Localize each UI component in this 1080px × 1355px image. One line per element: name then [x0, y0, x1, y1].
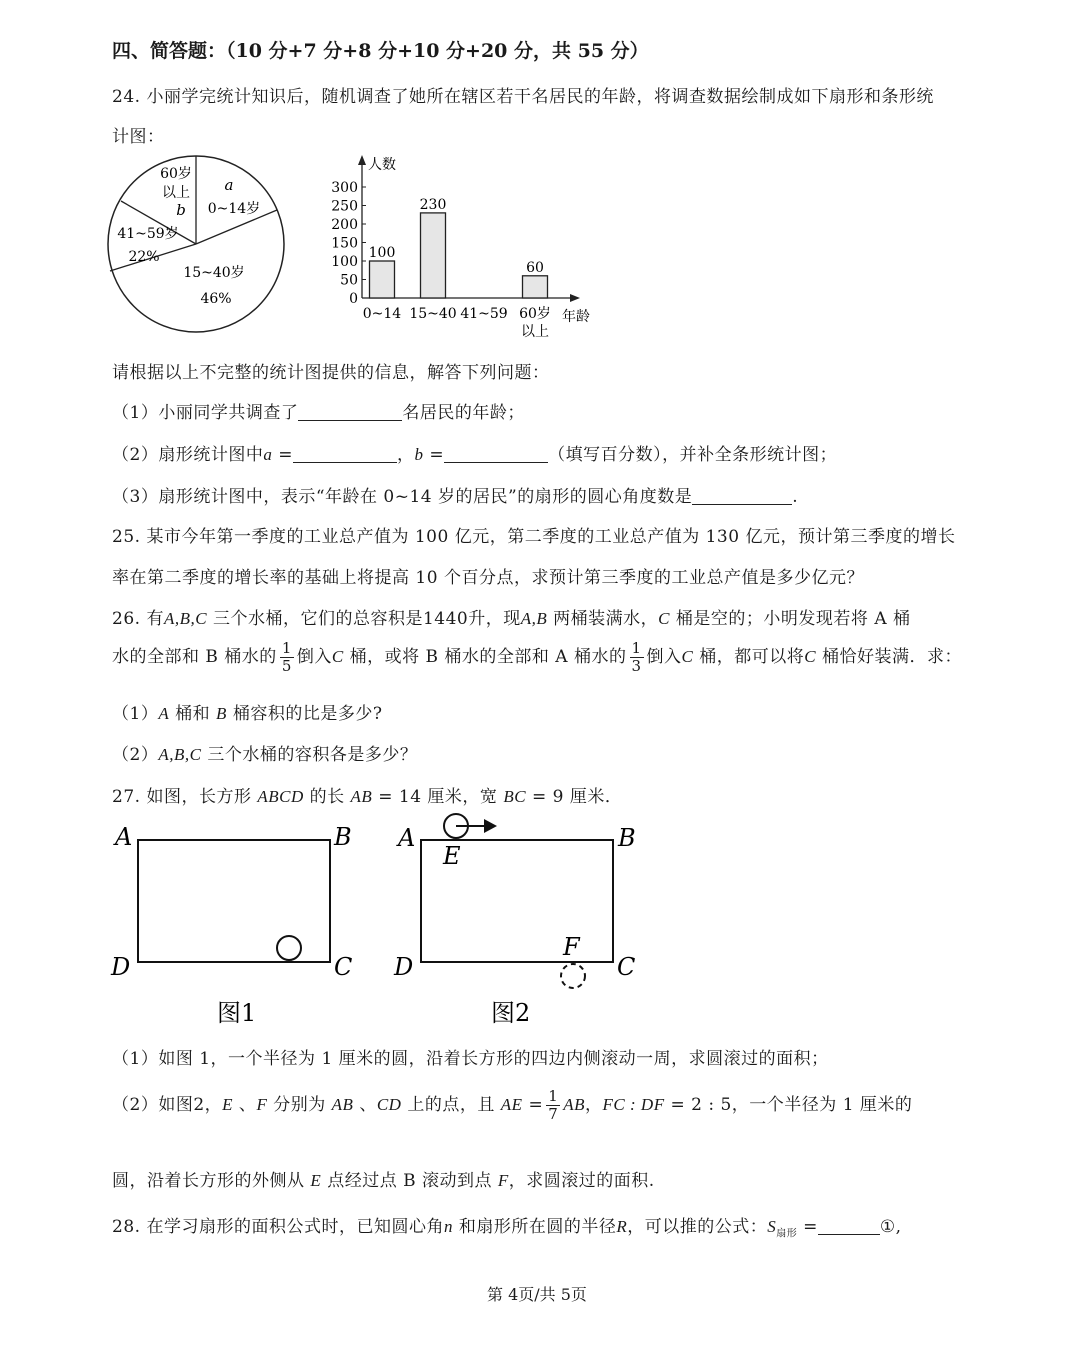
y-tick-label: 250 — [331, 198, 358, 215]
q24-part3: （3）扇形统计图中，表示“年龄在 0~14 岁的居民”的扇形的圆心角度数是 . — [112, 487, 799, 507]
bar — [523, 276, 548, 298]
x-tick-label: 41~59 — [460, 306, 508, 322]
figure-2-caption: 图2 — [491, 999, 531, 1027]
q27-part3: 圆，沿着长方形的外侧从 E 点经过点 B 滚动到点 F，求圆滚过的面积. — [112, 1171, 655, 1191]
fraction-one-third: $\frac{1}{3}$ — [631, 639, 642, 675]
x-tick-label: 15~40 — [409, 306, 457, 322]
x-tick-label-line2: 以上 — [521, 324, 549, 340]
section-title: 四、简答题：（10 分+7 分+8 分+10 分+20 分，共 55 分） — [112, 40, 649, 62]
pie-chart — [104, 150, 300, 335]
label-D: D — [394, 953, 414, 981]
page-footer: 第 4页/共 5页 — [487, 1285, 587, 1304]
pie-label-41-59: 41~59岁 — [117, 226, 179, 242]
x-tick-label: 0~14 — [362, 306, 402, 322]
pie-label-b: b — [176, 201, 186, 219]
q28-line1: 28. 在学习扇形的面积公式时，已知圆心角n 和扇形所在圆的半径R，可以推的公式：$S_{扇形}$ = ①, — [112, 1217, 902, 1240]
q27-part1: （1）如图 1，一个半径为 1 厘米的圆，沿着长方形的四边内侧滚动一周，求圆滚过的面积； — [112, 1049, 829, 1069]
y-tick-label: 0 — [349, 291, 358, 307]
y-tick-label: 100 — [331, 254, 358, 270]
q24-line2: 计图： — [112, 127, 165, 147]
direction-arrow-icon — [484, 819, 497, 833]
pie-pct-22: 22% — [128, 249, 160, 265]
q24-part2: （2）扇形统计图中a = ，b = （填写百分数），并补全条形统计图； — [112, 445, 838, 465]
fraction-one-fifth: $\frac{1}{5}$ — [281, 639, 292, 675]
q24-prompt: 请根据以上不完整的统计图提供的信息，解答下列问题： — [112, 363, 550, 383]
bar — [370, 261, 395, 298]
q26-part2: （2）A,B,C 三个水桶的容积各是多少？ — [112, 745, 418, 765]
label-A: A — [398, 824, 416, 852]
x-axis-title: 年龄 — [562, 309, 590, 325]
q24-line1: 24. 小丽学完统计知识后，随机调查了她所在辖区若干名居民的年龄，将调查数据绘制成如下扇形和条形统 — [112, 87, 934, 107]
label-D: D — [111, 953, 131, 981]
label-B: B — [618, 824, 636, 852]
answer-blank-formula[interactable] — [818, 1218, 880, 1235]
y-tick-label: 50 — [340, 272, 358, 289]
rolling-circle-end-dashed — [561, 964, 585, 988]
pie-label-60-line1: 60岁 — [160, 166, 192, 182]
bar-value-label: 230 — [419, 196, 447, 213]
label-C: C — [617, 953, 636, 981]
q27-part2: （2）如图2，E 、F 分别为 AB 、CD 上的点，且 AE = $\frac{1}{7}$ AB，FC : DF = 2 : 5，一个半径为 1 厘米的 — [112, 1087, 913, 1123]
bar-value-label: 100 — [368, 245, 396, 261]
rolling-circle — [277, 936, 301, 960]
q25-line1: 25. 某市今年第一季度的工业总产值为 100 亿元，第二季度的工业总产值为 130 亿元，预计第三季度的增长 — [112, 527, 956, 547]
q25-line2: 率在第二季度的增长率的基础上将提高 10 个百分点，求预计第三季度的工业总产值是多少亿元？ — [112, 568, 864, 588]
q26-part1: （1）A 桶和 B 桶容积的比是多少? — [112, 704, 383, 724]
figure-2 — [385, 805, 655, 1035]
pie-label-60-line2: 以上 — [162, 185, 190, 201]
label-A: A — [115, 823, 133, 851]
pie-label-0-14: 0~14岁 — [207, 201, 261, 217]
y-axis-arrow — [358, 155, 366, 165]
bar — [421, 213, 446, 298]
pie-label-15-40: 15~40岁 — [183, 265, 245, 281]
fraction-one-seventh: $\frac{1}{7}$ — [548, 1087, 559, 1123]
x-axis-arrow — [570, 294, 580, 302]
answer-blank-3[interactable] — [692, 488, 792, 505]
q26-line2: 水的全部和 B 桶水的 $\frac{1}{5}$ 倒入C 桶，或将 B 桶水的全部和 A 桶水的 $\frac{1}{3}$ 倒入C 桶，都可以将C 桶恰好装满．求： — [112, 639, 963, 675]
pie-label-a: a — [224, 176, 234, 194]
answer-blank-1[interactable] — [298, 404, 402, 421]
q26-line1: 26. 有A,B,C 三个水桶，它们的总容积是1440升，现A,B 两桶装满水，C 桶是空的；小明发现若将 A 桶 — [112, 609, 911, 629]
figure-1 — [105, 815, 365, 1035]
x-tick-label: 60岁 — [519, 306, 551, 322]
y-tick-label: 150 — [331, 235, 358, 252]
answer-blank-b[interactable] — [444, 446, 548, 463]
figure-1-caption: 图1 — [217, 999, 257, 1027]
label-B: B — [334, 823, 352, 851]
y-axis-title: 人数 — [368, 157, 396, 173]
q27-line1: 27. 如图，长方形 ABCD 的长 AB = 14 厘米，宽 BC = 9 厘米． — [112, 787, 623, 807]
y-tick-label: 200 — [331, 217, 358, 233]
label-C: C — [334, 953, 353, 981]
bar-value-label: 60 — [526, 259, 544, 276]
q24-part1: （1）小丽同学共调查了 名居民的年龄； — [112, 403, 525, 423]
y-tick-label: 300 — [331, 180, 358, 196]
answer-blank-a[interactable] — [293, 446, 397, 463]
bar-chart — [318, 150, 600, 345]
label-E: E — [443, 842, 461, 870]
pie-pct-46: 46% — [200, 291, 232, 307]
label-F: F — [563, 933, 580, 961]
